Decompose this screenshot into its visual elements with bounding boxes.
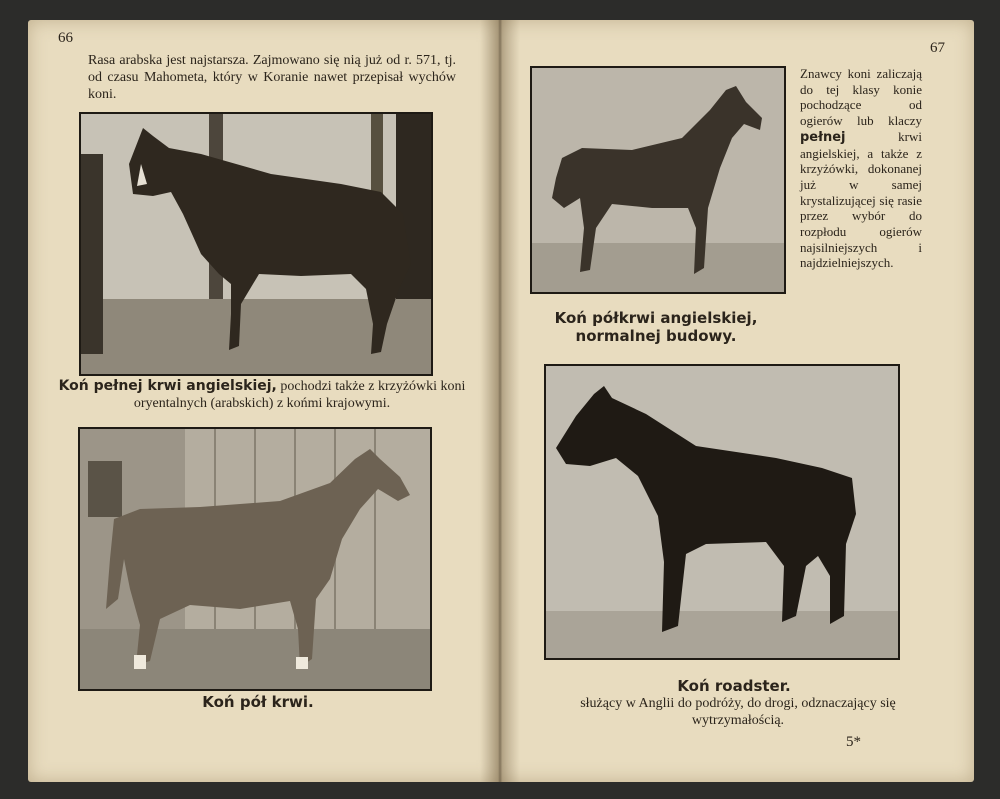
caption-roadster-text: służący w Anglii do podróży, do drogi, odznaczający się wytrzymałością. — [580, 696, 896, 728]
left-page — [28, 20, 498, 782]
caption-half-blood — [168, 694, 348, 712]
open-book — [28, 20, 974, 782]
intro-paragraph: Rasa arabska jest najstarsza. Zajmowano się nią już od r. 571, tj. od czasu Mahometa, który w Koranie nawet przepisał wychów koni. — [88, 53, 456, 102]
caption-half-blood-english — [530, 310, 782, 346]
caption-half-blood-english-line1: Koń półkrwi angielskiej, — [554, 309, 758, 327]
photo-thoroughbred-horse — [79, 112, 433, 376]
side-paragraph — [800, 66, 922, 271]
photo-half-blood-english-horse — [530, 66, 786, 294]
photo-half-blood-horse — [78, 427, 432, 691]
caption-roadster-title: Koń roadster. — [677, 677, 791, 695]
page-number-right: 67 — [930, 40, 945, 56]
side-text-bold: pełnej — [800, 129, 846, 145]
caption-thoroughbred-text: pochodzi także z krzyżówki koni oryentalnych (arabskich) z końmi krajowymi. — [133, 379, 466, 411]
caption-thoroughbred — [56, 378, 468, 412]
right-page — [498, 20, 974, 782]
caption-roadster-title-wrap — [584, 678, 884, 696]
caption-thoroughbred-title: Koń pełnej krwi angielskiej, — [58, 378, 277, 394]
book-gutter — [480, 20, 520, 782]
caption-half-blood-title: Koń pół krwi. — [202, 693, 314, 711]
side-text-lead: Znawcy koni zaliczają do tej klasy konie pochodzące od ogierów lub klaczy — [800, 66, 922, 129]
side-text-rest: krwi angielskiej, a także z krzyżówki, dokonanej już w samej krystalizującej się rasie przez wybór do rozpłodu ogierów najsilniejszych i najdzielniejszych. — [800, 128, 922, 271]
photo-roadster-horse — [544, 364, 900, 660]
signature-mark: 5* — [846, 734, 861, 750]
page-number-left: 66 — [58, 30, 73, 46]
caption-half-blood-english-line2: normalnej budowy. — [575, 327, 737, 345]
